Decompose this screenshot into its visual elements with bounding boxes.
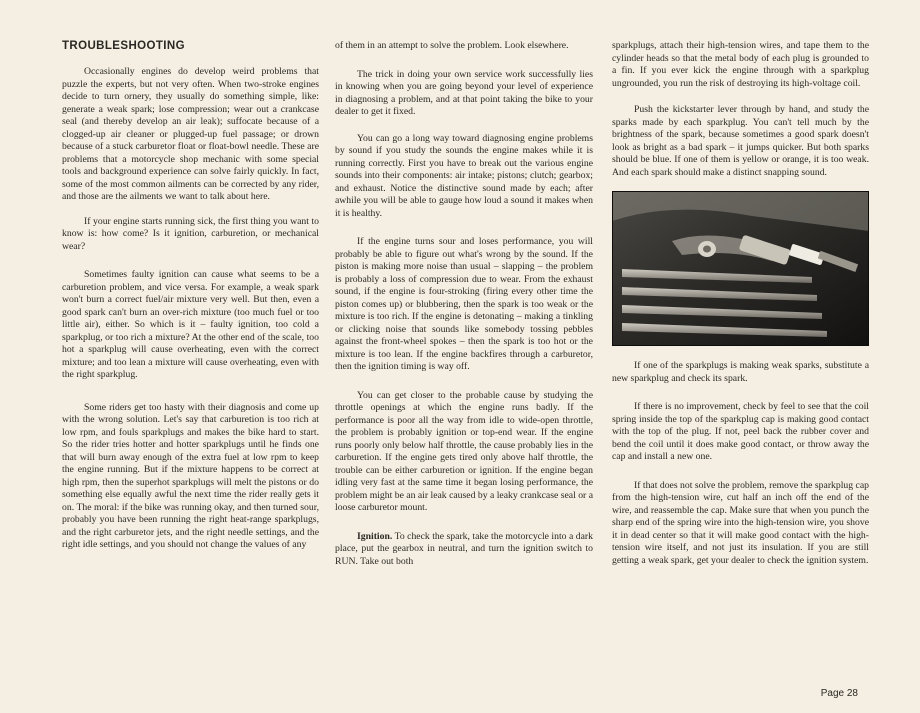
paragraph: Push the kickstarter lever through by hand, and study the sparks made by each sparkplug. You can't tell much by the brightness of the spark, because sometimes a good spark doesn't look as bright as a bad spark – it jumps quicker. But both sparks should be blue. If one of them is yellow or orange, it is too weak. And each spark should make a distinct snapping sound. [612,104,869,178]
paragraph: Occasionally engines do develop weird problems that puzzle the experts, but not very often. When two-stroke engines decide to turn ornery, they usually do something simple, like: generate a weak spark; lose compression; wear out a crankcase seal (and thereby develop an air leak); suffocate because of a clogged-up air cleaner or plugged-up fuel passage; or drown because of a stuck carburetor float or float-bowl needle. These are problems that a motorcycle shop mechanic with some special tools and background experience can solve fairly quickly. In fact, some of the most common ailments can be corrected by any rider, and those are the ailments we want to talk about here. [62,66,319,202]
paragraph: The trick in doing your own service work successfully lies in knowing when you are going beyond your level of experience in diagnosing a problem, and at that point taking the bike to your dealer to get it fixed. [335,68,593,117]
column-2 [335,40,593,580]
photo-illustration [612,191,869,346]
paragraph: If one of the sparkplugs is making weak sparks, substitute a new sparkplug and check its spark. [612,360,869,384]
page-number: Page 28 [820,688,858,699]
ignition-text: To check the spark, take the motorcycle into a dark place, put the gearbox in neutral, and turn the ignition switch to RUN. Take out both [335,530,593,567]
paragraph: You can go a long way toward diagnosing engine problems by sound if you study the sounds the engine makes while it is running correctly. First you have to break out the various engine sounds into their components: air intake; pistons; clutch; gearbox; and exhaust. Notice the distinctive sound made by each; after awhile you will be able to gauge how loud a sound it makes when it is healthy. [335,132,593,219]
paragraph: Some riders get too hasty with their diagnosis and come up with the wrong solution. Let's say that carburetion is too rich at low rpm, and fouls sparkplugs and makes the bike hard to start. So the rider tries hotter and hotter sparkplugs until he finds one that will burn away enough of the extra fuel at low rpm to keep the engine running. But if the mixture happens to be correct at high rpm, then the superhot sparkplugs will melt the pistons or do something else equally awful the next time the rider really gets it on. The moral: if the bike was running okay, and then turned sour, probably you have been running the right heat-range sparkplugs, and the right carburetor jets, and the right needle settings, and the right idle settings, and you should not change the values of any [62,401,319,550]
ignition-paragraph [335,531,593,569]
paragraph: You can get closer to the probable cause by studying the throttle openings at which the engine runs badly. If the performance is poor all the way from idle to wide-open throttle, the problem is probably ignition or top-end wear. If the engine runs poorly only below half throttle, the cause probably lies in the carburetion. If the engine gets tired only above half throttle, the trouble can be either carburetion or ignition. If the engine began idling very fast at the same time it began losing performance, the problem might be an air leak caused by a leaky crankcase seal or a loose carburetor mount. [335,389,593,513]
column-1 [62,40,319,564]
paragraph: Sometimes faulty ignition can cause what seems to be a carburetion problem, and vice versa. For example, a weak spark won't burn a correct fuel/air mixture very well. But then, even a good spark can't burn an over-rich mixture (too much fuel or too little air), either. So which is it – faulty ignition, too cold a sparkplug, or too rich a mixture? At the other end of the scale, too hot a sparkplug will cause overheating, even with the correct mixture; and too lean a mixture will cause overheating, even with the right sparkplug. [62,269,319,380]
ignition-lead: Ignition. [357,530,393,542]
paragraph: If the engine turns sour and loses performance, you will probably be able to figure out what's wrong by the sound. If the piston is making more noise than usual – slapping – the problem is probably a loss of compression due to wear. From the exhaust sound, if the engine is four-stroking (firing every other time the piston comes up) or blubbering, then the spark is too weak or the mixture is too rich. If the engine is detonating – making a tinkling or clicking noise that sounds like somebody tossing pebbles against the front-wheel spokes – then the spark is too hot or the mixture is too lean. If the engine backfires through a carburetor, then the ignition timing is way off. [335,236,593,372]
column-3 [612,40,869,579]
paragraph: If that does not solve the problem, remove the sparkplug cap from the high-tension wire, cut half an inch off the end of the wire, and reassemble the cap. Make sure that when you punch the sharp end of the spring wire into the high-tension wire, you shove it in dead center so that it will make good contact with the high-tension wire itself, and not just its insulation. If you are still getting a weak spark, get your dealer to check the ignition system. [612,479,869,566]
paragraph: sparkplugs, attach their high-tension wires, and tape them to the cylinder heads so that the metal body of each plug is grounded to a fin. If you ever kick the engine through with a sparkplug ungrounded, you run the risk of destroying its high-voltage coil. [612,40,869,89]
engine-sparkplug-photo [612,191,869,346]
paragraph: If there is no improvement, check by feel to see that the coil spring inside the top of the sparkplug cap is making good contact with the top of the plug. If not, peel back the rubber cover and bend the coil until it does make good contact, or throw away the cap and install a new one. [612,401,869,462]
paragraph: If your engine starts running sick, the first thing you want to know is: how come? Is it ignition, carburetion, or mechanical wear? [62,215,319,252]
paragraph: of them in an attempt to solve the problem. Look elsewhere. [335,40,569,51]
section-title: TROUBLESHOOTING [62,40,185,52]
